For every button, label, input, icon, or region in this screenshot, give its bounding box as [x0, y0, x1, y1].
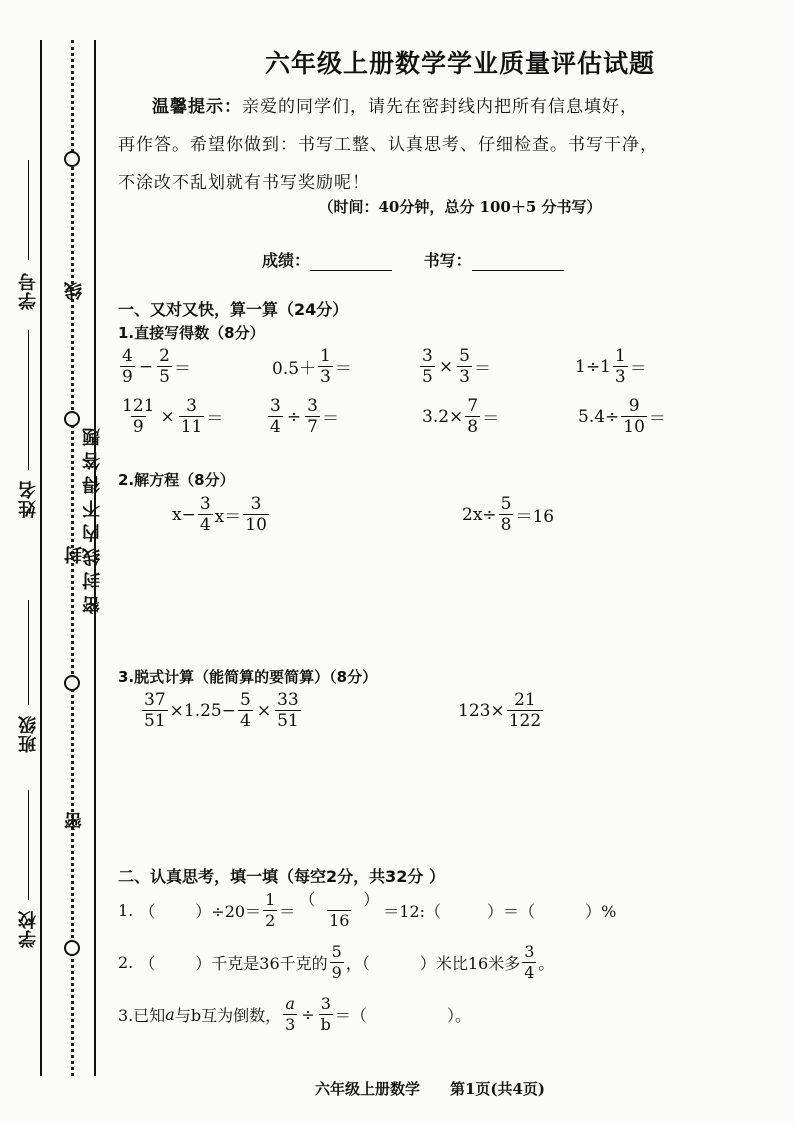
calc-item: $\frac{4}{9}$ − $\frac{2}{5}$ ＝ [122, 346, 191, 387]
fraction: $\frac{3}{5}$ [422, 346, 433, 387]
fraction: $\frac{3}{7}$ [307, 396, 318, 437]
exam-title: 六年级上册数学学业质量评估试题 [264, 49, 655, 78]
fraction: $\frac{5}{4}$ [239, 690, 251, 731]
fraction: $\frac{9}{10}$ [623, 396, 645, 437]
equation-2: 2x÷ $\frac{5}{8}$ ＝16 [462, 494, 555, 535]
part3-title: 3.脱式计算（能简算的要简算）（8分） [118, 668, 378, 686]
seal-circle-4 [64, 940, 80, 956]
fraction: $\frac{3}{4}$ [524, 942, 535, 982]
seal-char-mi: 密 [64, 806, 85, 830]
fill-question-3: 3.已知 a 与b互为倒数， $\frac{a}{3}$ ÷ $\frac{3}{b}$ ＝（ ）。 [118, 994, 471, 1034]
fraction: $\frac{7}{8}$ [467, 396, 479, 437]
class-label: 班级 [18, 715, 39, 753]
tip-label: 温馨提示： [152, 97, 242, 117]
calc-expression-2: 123× $\frac{21}{122}$ [458, 690, 542, 731]
fraction: $\frac{33}{51}$ [277, 690, 299, 731]
fraction: $\frac{5}{8}$ [500, 494, 512, 535]
name-label: 姓名 [18, 480, 39, 518]
fraction: $\frac{5}{9}$ [331, 942, 342, 982]
student-id-label: 学号 [18, 272, 39, 310]
fraction: $\frac{1}{2}$ [265, 890, 276, 930]
fraction: $\frac{2}{5}$ [159, 346, 170, 387]
section2-title: 二、认真思考，填一填（每空2分，共32分 ） [118, 867, 445, 886]
tip-line-1 [118, 88, 768, 126]
fill-question-2: 2. （ ）千克是36千克的 $\frac{5}{9}$ ，（ ）米比16米多 $\frac{3}{4}$ 。 [118, 942, 555, 982]
writing-blank[interactable] [472, 252, 564, 271]
seal-char-feng: 封 [64, 540, 85, 564]
tip-text-1: 亲爱的同学们，请先在密封线内把所有信息填好， [242, 97, 638, 117]
calc-item: $\frac{3}{4}$ ÷ $\frac{3}{7}$ ＝ [270, 396, 339, 437]
tip-line-2: 再作答。希望你做到：书写工整、认真思考、仔细检查。书写干净， [118, 135, 658, 155]
fraction: $\frac{3}{11}$ [180, 396, 203, 437]
score-label: 成绩： [262, 251, 311, 270]
calc-item: 0.5＋ $\frac{1}{3}$ ＝ [272, 346, 352, 387]
fraction-blank[interactable]: $\frac{( )}{16}$ [299, 890, 380, 930]
school-label: 学校 [18, 910, 39, 948]
calc-item: $\frac{121}{9}$ × $\frac{3}{11}$ ＝ [122, 396, 224, 437]
fraction: $\frac{3}{4}$ [270, 396, 281, 437]
calc-expression-1: $\frac{37}{51}$ ×1.25− $\frac{5}{4}$ × $\frac{33}{51}$ [144, 690, 299, 731]
fraction: $\frac{1}{3}$ [320, 346, 331, 387]
fraction: $\frac{3}{4}$ [199, 494, 211, 535]
fraction: $\frac{3}{b}$ [320, 994, 331, 1034]
part2-title: 2.解方程（8分） [118, 471, 235, 489]
student-id-blank[interactable] [28, 160, 29, 260]
fraction: $\frac{121}{9}$ [122, 396, 155, 437]
fraction: $\frac{4}{9}$ [122, 346, 133, 387]
calc-item: 3.2× $\frac{7}{8}$ ＝ [422, 396, 500, 437]
tip-line-3: 不涂改不乱划就有书写奖励呢！ [118, 173, 370, 193]
fraction: $\frac{5}{3}$ [459, 346, 470, 387]
seal-char-xian: 线 [64, 276, 85, 300]
seal-circle-1 [64, 151, 80, 167]
page-footer: 六年级上册数学 第1页(共4页) [314, 1080, 546, 1098]
seal-circle-3 [64, 675, 80, 691]
calc-item: 1÷1 $\frac{1}{3}$ ＝ [575, 346, 647, 387]
equation-1: x− $\frac{3}{4}$ x＝ $\frac{3}{10}$ [172, 494, 267, 535]
score-blank[interactable] [310, 252, 392, 271]
fraction: $\frac{3}{10}$ [245, 494, 267, 535]
class-blank[interactable] [28, 600, 29, 705]
part1-title: 1.直接写得数（8分） [118, 324, 265, 342]
fraction: $\frac{21}{122}$ [508, 690, 542, 731]
school-blank[interactable] [28, 790, 29, 900]
tip-block [118, 88, 768, 202]
writing-label: 书写： [423, 251, 472, 270]
seal-circle-2 [64, 411, 80, 427]
time-note: （时间：40分钟，总分 100＋5 分书写） [318, 198, 602, 216]
section1-title: 一、又对又快，算一算（24分） [118, 300, 349, 319]
fill-question-1: 1. （ ）÷20＝ $\frac{1}{2}$ ＝ $\frac{( )}{16}$ ＝12:（ ）＝（ ）% [118, 890, 617, 930]
fraction: $\frac{37}{51}$ [144, 690, 166, 731]
seal-notice: 密封线内不得答题 [82, 422, 103, 614]
fraction: $\frac{a}{3}$ [285, 994, 296, 1034]
calc-item: $\frac{3}{5}$ × $\frac{5}{3}$ ＝ [422, 346, 491, 387]
fraction: $\frac{1}{3}$ [614, 346, 626, 387]
name-blank[interactable] [28, 330, 29, 470]
calc-item: 5.4÷ $\frac{9}{10}$ ＝ [578, 396, 666, 437]
score-row [262, 248, 564, 271]
